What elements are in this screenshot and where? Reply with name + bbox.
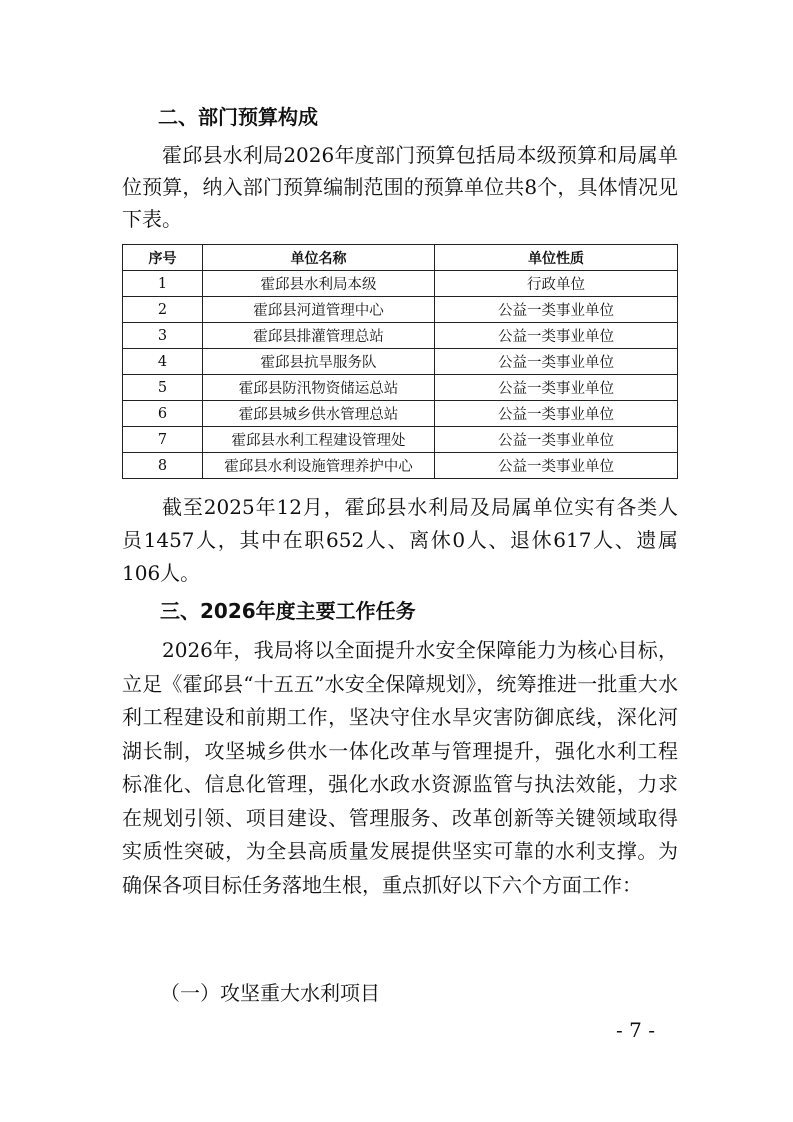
- cell-unit-name: 霍邱县防汛物资储运总站: [203, 375, 435, 401]
- cell-unit-type: 公益一类事业单位: [435, 427, 678, 453]
- table-header-row: [123, 245, 678, 271]
- table-row: [123, 453, 678, 479]
- cell-index: 3: [123, 323, 203, 349]
- table-row: [123, 375, 678, 401]
- cell-unit-name: 霍邱县水利工程建设管理处: [203, 427, 435, 453]
- cell-unit-name: 霍邱县水利局本级: [203, 271, 435, 297]
- cell-index: 6: [123, 401, 203, 427]
- cell-unit-name: 霍邱县城乡供水管理总站: [203, 401, 435, 427]
- header-unit-type: 单位性质: [435, 245, 678, 271]
- main-tasks-paragraph: 2026年，我局将以全面提升水安全保障能力为核心目标，立足《霍邱县“十五五”水安全保障规划》，统筹推进一批重大水利工程建设和前期工作，坚决守住水旱灾害防御底线，深化河湖长制，攻坚城乡供水一体化改革与管理提升，强化水利工程标准化、信息化管理，强化水政水资源监管与执法效能，力求在规划引领、项目建设、管理服务、改革创新等关键领域取得实质性突破，为全县高质量发展提供坚实可靠的水利支撑。为确保各项目标任务落地生根，重点抓好以下六个方面工作：: [122, 638, 678, 897]
- cell-unit-type: 公益一类事业单位: [435, 453, 678, 479]
- cell-unit-type: 行政单位: [435, 271, 678, 297]
- cell-unit-type: 公益一类事业单位: [435, 375, 678, 401]
- header-unit-name: 单位名称: [203, 245, 435, 271]
- cell-unit-name: 霍邱县抗旱服务队: [203, 349, 435, 375]
- table-row: [123, 427, 678, 453]
- cell-unit-type: 公益一类事业单位: [435, 297, 678, 323]
- budget-units-table: [122, 244, 678, 479]
- staff-count-paragraph: 截至2025年12月，霍邱县水利局及局属单位实有各类人员1457人，其中在职652人、离休0人、退休617人、遗属106人。: [122, 495, 678, 585]
- table-row: [123, 297, 678, 323]
- table-row: [123, 401, 678, 427]
- cell-index: 8: [123, 453, 203, 479]
- cell-unit-type: 公益一类事业单位: [435, 349, 678, 375]
- budget-composition-paragraph: 霍邱县水利局2026年度部门预算包括局本级预算和局属单位预算，纳入部门预算编制范围的预算单位共8个，具体情况见下表。: [122, 143, 678, 231]
- header-index: 序号: [123, 245, 203, 271]
- cell-unit-name: 霍邱县水利设施管理养护中心: [203, 453, 435, 479]
- cell-index: 2: [123, 297, 203, 323]
- cell-unit-type: 公益一类事业单位: [435, 323, 678, 349]
- page-number: - 7 -: [616, 1018, 655, 1042]
- cell-unit-type: 公益一类事业单位: [435, 401, 678, 427]
- table-row: [123, 349, 678, 375]
- subsection-heading-major-projects: （一）攻坚重大水利项目: [160, 981, 380, 1005]
- table-row: [123, 323, 678, 349]
- cell-index: 7: [123, 427, 203, 453]
- table-row: [123, 271, 678, 297]
- cell-unit-name: 霍邱县河道管理中心: [203, 297, 435, 323]
- cell-unit-name: 霍邱县排灌管理总站: [203, 323, 435, 349]
- section-heading-main-tasks: 三、2026年度主要工作任务: [160, 599, 416, 623]
- cell-index: 4: [123, 349, 203, 375]
- cell-index: 1: [123, 271, 203, 297]
- cell-index: 5: [123, 375, 203, 401]
- section-heading-budget-composition: 二、部门预算构成: [158, 105, 318, 129]
